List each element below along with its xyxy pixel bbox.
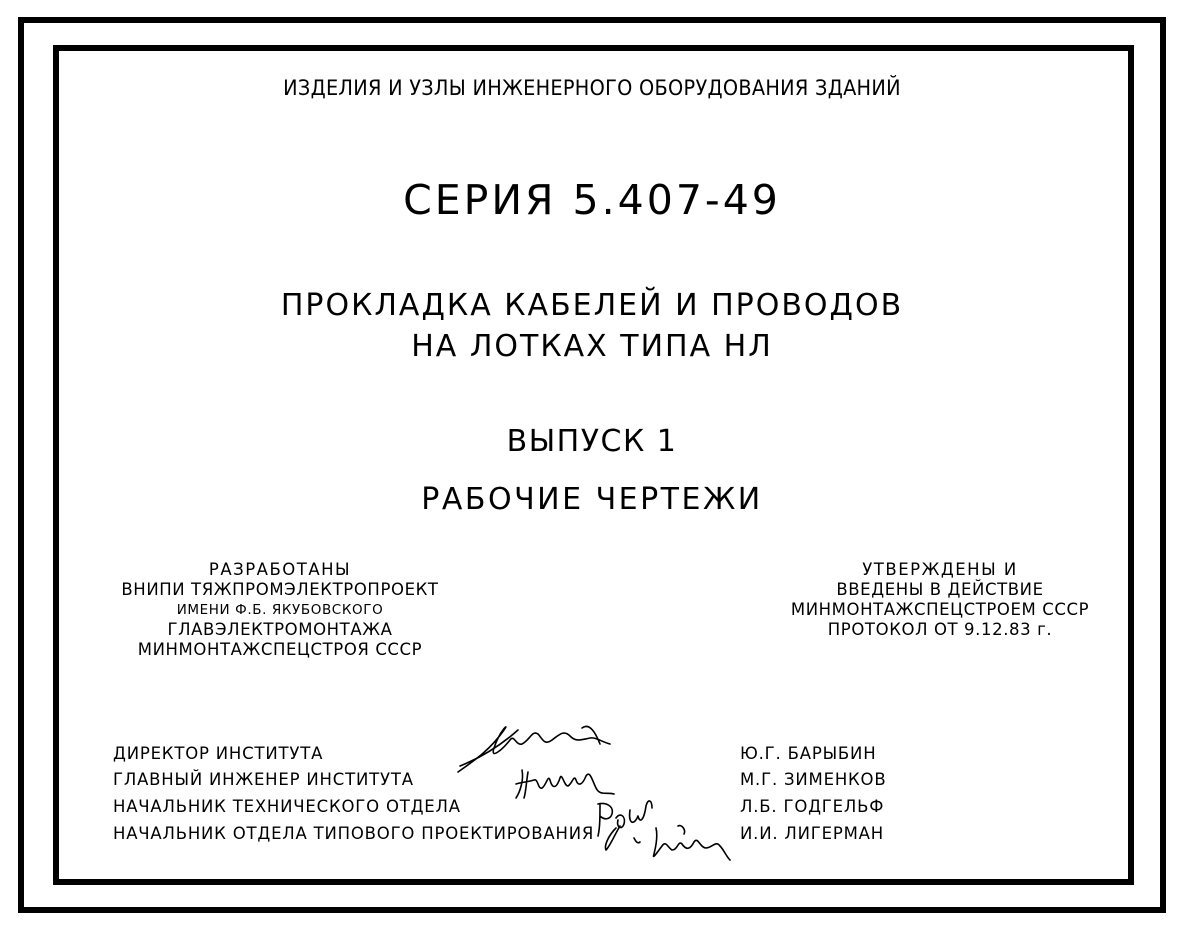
approval-line: МИНМОНТАЖСПЕЦСТРОЕМ СССР [790, 600, 1090, 619]
approval-block [770, 560, 1110, 640]
developer-line: ИМЕНИ Ф.Б. ЯКУБОВСКОГО [176, 602, 384, 618]
signature-director [458, 726, 610, 772]
signatory-name: И.И. ЛИГЕРМАН [740, 824, 884, 843]
signature-standard-design-head [605, 826, 730, 860]
signatory-position: ДИРЕКТОР ИНСТИТУТА [113, 744, 324, 763]
signatory-position: ГЛАВНЫЙ ИНЖЕНЕР ИНСТИТУТА [113, 770, 414, 789]
signatures [430, 700, 730, 890]
signature-chief-engineer [516, 770, 614, 798]
developer-block [100, 560, 460, 660]
approval-line: УТВЕРЖДЕНЫ И [862, 560, 1018, 579]
developer-line: ГЛАВЭЛЕКТРОМОНТАЖА [167, 620, 393, 639]
signatory-name: Ю.Г. БАРЫБИН [740, 744, 877, 763]
signatory-name: М.Г. ЗИМЕНКОВ [740, 770, 887, 789]
signatory-name: Л.Б. ГОДГЕЛЬФ [740, 797, 885, 816]
title-line-1: ПРОКЛАДКА КАБЕЛЕЙ И ПРОВОДОВ [280, 288, 904, 323]
developer-line: ВНИПИ ТЯЖПРОМЭЛЕКТРОПРОЕКТ [121, 580, 439, 599]
title-line-2: НА ЛОТКАХ ТИПА НЛ [411, 329, 773, 364]
approval-line: ПРОТОКОЛ ОТ 9.12.83 г. [827, 620, 1053, 639]
series-number: СЕРИЯ 5.407-49 [403, 176, 781, 224]
developer-line: РАЗРАБОТАНЫ [208, 560, 352, 579]
approval-line: ВВЕДЕНЫ В ДЕЙСТВИЕ [836, 580, 1044, 599]
document-category: ИЗДЕЛИЯ И УЗЛЫ ИНЖЕНЕРНОГО ОБОРУДОВАНИЯ ЗДАНИЙ [283, 76, 901, 100]
signatory-position: НАЧАЛЬНИК ОТДЕЛА ТИПОВОГО ПРОЕКТИРОВАНИЯ [113, 824, 595, 843]
drawing-type: РАБОЧИЕ ЧЕРТЕЖИ [421, 482, 763, 517]
signature-tech-dept-head [598, 801, 652, 836]
signatory-position: НАЧАЛЬНИК ТЕХНИЧЕСКОГО ОТДЕЛА [113, 797, 461, 816]
issue-number: ВЫПУСК 1 [506, 424, 678, 459]
developer-line: МИНМОНТАЖСПЕЦСТРОЯ СССР [137, 640, 423, 659]
